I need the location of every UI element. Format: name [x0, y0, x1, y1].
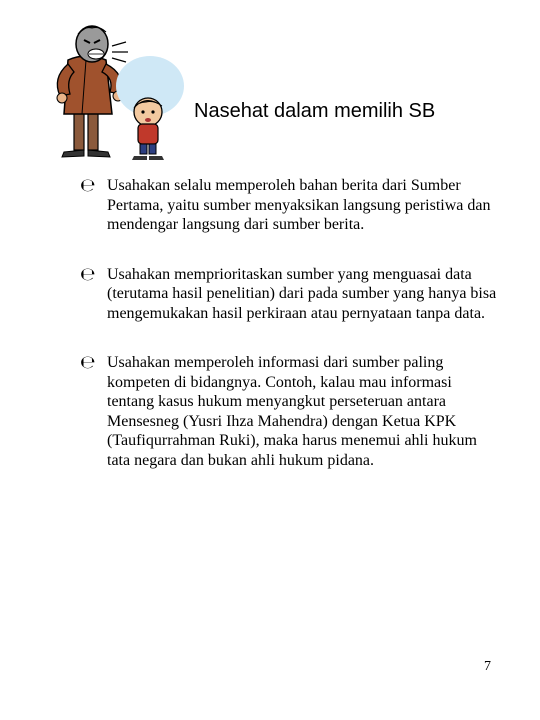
- bullet-list: [80, 176, 500, 500]
- bullet-item: [80, 265, 500, 324]
- slide-title: Nasehat dalam memilih SB: [194, 100, 436, 122]
- page-number: 7: [484, 659, 491, 674]
- e-bullet-icon: ℮: [80, 175, 96, 196]
- e-bullet-icon: ℮: [80, 352, 96, 373]
- bullet-item: [80, 176, 500, 235]
- e-bullet-icon: ℮: [80, 263, 96, 285]
- angry-man-scolding-boy-illustration: [46, 16, 188, 162]
- bullet-text: Usahakan memprioritaskan sumber yang menguasai data (terutama hasil penelitian) dari pada sumber yang hanya bisa mengemukakan hasil perkiraan atau pernyataan tanpa data.: [107, 265, 497, 322]
- bullet-text: Usahakan memperoleh informasi dari sumber paling kompeten di bidangnya. Contoh, kalau mau informasi tentang kasus hukum menyangkut perseteruan antara Mensesneg (Yusri Ihza Mahendra) dengan Ketua KPK (Taufiqurrahman Ruki), maka harus menemui ahli hukum tata negara dan bukan ahli hukum pidana.: [107, 354, 477, 469]
- bullet-item: [80, 353, 500, 470]
- bullet-text: Usahakan selalu memperoleh bahan berita dari Sumber Pertama, yaitu sumber menyaksikan langsung peristiwa dan mendengar langsung dari sumber berita.: [107, 177, 491, 233]
